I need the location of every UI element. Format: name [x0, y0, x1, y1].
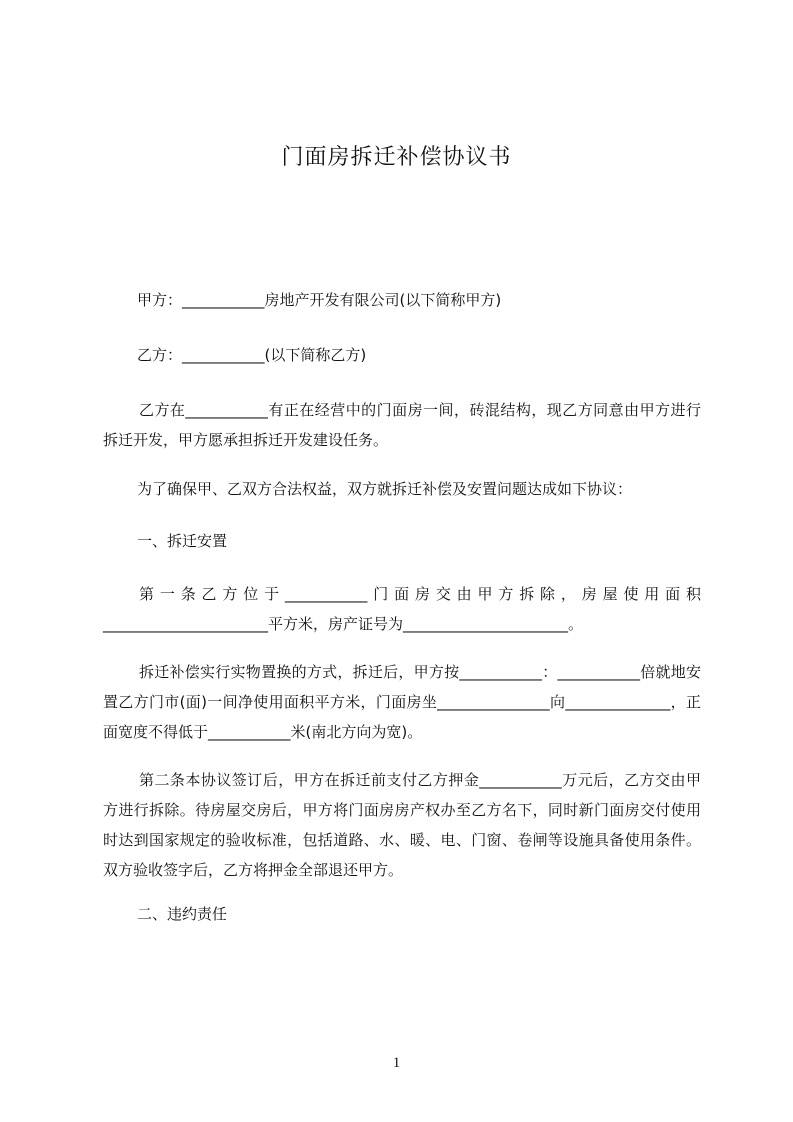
section-heading-breach: 二、违约责任 [137, 905, 228, 923]
section-heading-relocation: 一、拆迁安置 [137, 532, 228, 550]
purpose-paragraph: 为了确保甲、乙双方合法权益，双方就拆迁补偿及安置问题达成如下协议： [137, 480, 633, 498]
party-b-line: 乙方：___________(以下简称乙方) [137, 346, 367, 364]
intro-paragraph: 乙方在___________有正在经营中的门面房一间，砖混结构，现乙方同意由甲方进行拆迁开发，甲方愿承担拆迁开发建设任务。 [103, 401, 701, 449]
article-2-paragraph: 第二条本协议签订后，甲方在拆迁前支付乙方押金___________万元后，乙方交由甲方进行拆除。待房屋交房后，甲方将门面房房产权办至乙方名下，同时新门面房交付使用时达到国家规定的验收标准，包括道路、水、暖、电、门窗、卷闸等设施具备使用条件。双方验收签字后，乙方将押金全部退还甲方。 [103, 771, 701, 879]
article-1-paragraph: 第一条乙方位于___________门面房交由甲方拆除，房屋使用面积______________________平方米，房产证号为______________________。 [103, 585, 701, 633]
party-a-line: 甲方：___________房地产开发有限公司(以下简称甲方) [137, 291, 502, 309]
document-title: 门面房拆迁补偿协议书 [281, 145, 512, 170]
article-1-detail-paragraph: 拆迁补偿实行实物置换的方式，拆迁后，甲方按___________：___________倍就地安置乙方门市(面)一间净使用面积平方米，门面房坐_______________向______________，正面宽度不得低于___________米(南北方向为宽)。 [103, 663, 701, 741]
page-number: 1 [392, 1055, 401, 1071]
